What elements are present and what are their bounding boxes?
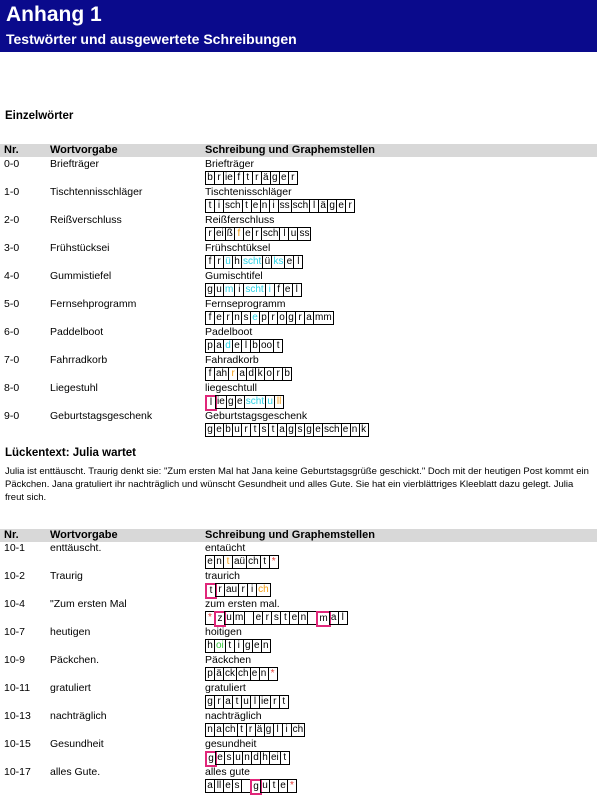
- grapheme-cell: e: [214, 311, 224, 325]
- word-entry: [0, 214, 597, 241]
- entry-target-word: nachträglich: [50, 710, 107, 722]
- column-header-wortvorgabe: Wortvorgabe: [50, 144, 118, 156]
- grapheme-cell: e: [223, 779, 233, 793]
- grapheme-cell: e: [214, 423, 224, 437]
- grapheme-cell: u: [241, 695, 251, 709]
- grapheme-cell: u: [288, 227, 298, 241]
- grapheme-cell: ch: [225, 724, 236, 735]
- table-header-2: [0, 529, 597, 542]
- word-entry: [0, 654, 597, 681]
- entry-target-word: Liegestuhl: [50, 382, 98, 394]
- grapheme-cell: n: [260, 199, 270, 213]
- grapheme-cell: n: [298, 611, 308, 625]
- grapheme-cell: ie: [261, 696, 269, 707]
- grapheme-cell: a: [304, 311, 314, 325]
- grapheme-cell: m: [225, 284, 234, 295]
- grapheme-cell: t: [269, 779, 279, 793]
- grapheme-cell: ah: [216, 368, 228, 379]
- grapheme-cell: ch: [238, 668, 249, 679]
- grapheme-cell: d: [223, 339, 233, 353]
- entry-spelling: Päckchen: [205, 654, 252, 666]
- entry-target-word: gratuliert: [50, 682, 91, 694]
- grapheme-boxes: [205, 255, 302, 269]
- grapheme-cell: i: [247, 583, 257, 597]
- grapheme-cell: g: [250, 779, 262, 795]
- grapheme-boxes: [205, 583, 270, 597]
- grapheme-cell: i: [234, 639, 244, 653]
- entry-target-word: Reißverschluss: [50, 214, 122, 226]
- grapheme-boxes: [205, 555, 278, 569]
- grapheme-cell: r: [238, 583, 248, 597]
- grapheme-cell: r: [214, 255, 224, 269]
- grapheme-cell: l: [273, 723, 283, 737]
- grapheme-boxes: [205, 695, 288, 709]
- page-title: Anhang 1: [6, 3, 102, 26]
- word-entry: [0, 270, 597, 297]
- entry-number: 10-13: [4, 710, 31, 722]
- word-entry: [0, 186, 597, 213]
- entry-number: 5-0: [4, 298, 20, 310]
- grapheme-cell: h: [260, 751, 270, 765]
- grapheme-boxes: [205, 611, 347, 625]
- grapheme-cell: ch: [292, 724, 304, 735]
- grapheme-cell: t: [223, 555, 233, 569]
- grapheme-cell: u: [265, 395, 275, 409]
- grapheme-cell: scht: [243, 256, 262, 267]
- grapheme-cell: m: [316, 611, 330, 627]
- grapheme-cell: ch: [258, 584, 269, 595]
- word-entry: [0, 682, 597, 709]
- grapheme-cell: g: [205, 751, 217, 767]
- grapheme-cell: ü: [223, 255, 233, 269]
- grapheme-cell: r: [252, 227, 262, 241]
- entry-number: 8-0: [4, 382, 20, 394]
- entry-number: 10-4: [4, 598, 26, 610]
- grapheme-cell: f: [234, 171, 244, 185]
- grapheme-cell: u: [232, 423, 242, 437]
- grapheme-cell: ä: [255, 723, 265, 737]
- grapheme-cell: u: [224, 611, 234, 625]
- grapheme-cell: t: [260, 555, 270, 569]
- grapheme-cell: b: [250, 339, 260, 353]
- grapheme-cell: e: [243, 227, 253, 241]
- grapheme-cell: k: [255, 367, 265, 381]
- grapheme-cell: g: [304, 423, 314, 437]
- entry-number: 3-0: [4, 242, 20, 254]
- grapheme-cell: r: [214, 171, 224, 185]
- grapheme-cell: ä: [261, 171, 271, 185]
- grapheme-cell: g: [205, 423, 215, 437]
- grapheme-cell: h: [205, 639, 215, 653]
- grapheme-cell: ß: [226, 228, 233, 239]
- grapheme-cell: b: [223, 423, 233, 437]
- word-entry: [0, 354, 597, 381]
- grapheme-cell: e: [313, 423, 323, 437]
- grapheme-boxes: [205, 311, 333, 325]
- grapheme-cell: p: [205, 339, 215, 353]
- entry-number: 10-1: [4, 542, 26, 554]
- entry-number: 6-0: [4, 326, 20, 338]
- grapheme-cell: sch: [292, 200, 309, 211]
- grapheme-cell: s: [271, 611, 281, 625]
- entry-number: 1-0: [4, 186, 20, 198]
- entry-spelling: entaücht: [205, 542, 246, 554]
- grapheme-cell: p: [259, 311, 269, 325]
- grapheme-cell: t: [279, 695, 289, 709]
- grapheme-cell: a: [205, 779, 215, 793]
- grapheme-cell: g: [264, 723, 274, 737]
- grapheme-cell: g: [270, 171, 280, 185]
- grapheme-cell: t: [237, 723, 247, 737]
- grapheme-cell: e: [278, 779, 288, 793]
- entry-spelling: Padelboot: [205, 326, 253, 338]
- grapheme-cell: a: [329, 611, 339, 625]
- grapheme-cell: d: [246, 367, 256, 381]
- grapheme-boxes: [205, 639, 270, 653]
- grapheme-cell: sch: [225, 200, 241, 211]
- word-entry: [0, 738, 597, 765]
- entry-target-word: Fahrradkorb: [50, 354, 108, 366]
- grapheme-cell: o: [277, 311, 287, 325]
- grapheme-cell: b: [282, 367, 292, 381]
- grapheme-cell: n: [261, 639, 271, 653]
- grapheme-cell: o: [264, 367, 274, 381]
- grapheme-cell: f: [205, 311, 215, 325]
- word-entry: [0, 326, 597, 353]
- grapheme-cell: f: [205, 367, 215, 381]
- entry-spelling: alles gute: [205, 766, 250, 778]
- grapheme-cell: u: [233, 751, 243, 765]
- section-heading-einzelwoerter: Einzelwörter: [5, 110, 74, 122]
- grapheme-cell: t: [205, 583, 217, 599]
- entry-target-word: Gesundheit: [50, 738, 104, 750]
- grapheme-cell: t: [250, 423, 260, 437]
- grapheme-cell: ie: [225, 172, 233, 183]
- grapheme-cell: e: [251, 199, 261, 213]
- grapheme-cell: i: [265, 283, 275, 297]
- grapheme-boxes: [205, 751, 289, 765]
- grapheme-cell: a: [277, 423, 287, 437]
- grapheme-cell: e: [336, 199, 346, 213]
- grapheme-cell: s: [241, 311, 251, 325]
- entry-target-word: heutigen: [50, 626, 91, 638]
- grapheme-cell: e: [252, 639, 262, 653]
- title-banner: [0, 0, 597, 52]
- grapheme-cell: n: [214, 555, 224, 569]
- grapheme-cell: t: [225, 639, 235, 653]
- grapheme-cell: t: [280, 611, 290, 625]
- entry-number: 9-0: [4, 410, 20, 422]
- grapheme-cell: s: [259, 423, 269, 437]
- grapheme-cell: ei: [216, 228, 224, 239]
- grapheme-cell: *: [205, 611, 215, 625]
- column-header-wortvorgabe: Wortvorgabe: [50, 529, 118, 541]
- grapheme-boxes: [205, 423, 368, 437]
- entry-number: 2-0: [4, 214, 20, 226]
- grapheme-cell: t: [243, 171, 253, 185]
- column-header-nr: Nr.: [4, 529, 19, 541]
- grapheme-cell: scht: [245, 396, 265, 407]
- grapheme-cell: r: [345, 199, 355, 213]
- grapheme-cell: r: [246, 723, 256, 737]
- grapheme-cell: n: [242, 751, 252, 765]
- grapheme-cell: f: [234, 227, 244, 241]
- grapheme-cell: s: [232, 779, 242, 793]
- entry-target-word: Briefträger: [50, 158, 100, 170]
- grapheme-cell: e: [250, 667, 260, 681]
- entry-spelling: Fahradkorb: [205, 354, 259, 366]
- entry-spelling: Geburtstagsgeschenk: [205, 410, 308, 422]
- entry-spelling: gratuliert: [205, 682, 246, 694]
- grapheme-cell: i: [269, 199, 279, 213]
- entry-target-word: Gummistiefel: [50, 270, 112, 282]
- grapheme-cell: l: [241, 339, 251, 353]
- grapheme-cell: r: [228, 367, 238, 381]
- entry-spelling: gesundheit: [205, 738, 257, 750]
- grapheme-cell: i: [214, 199, 224, 213]
- grapheme-cell: t: [242, 199, 252, 213]
- grapheme-boxes: [205, 283, 301, 297]
- entry-number: 10-17: [4, 766, 31, 778]
- word-entry: [0, 598, 597, 625]
- grapheme-cell: l: [292, 283, 302, 297]
- grapheme-cell: e: [253, 611, 263, 625]
- grapheme-cell: k: [359, 423, 369, 437]
- entry-spelling: liegeschtull: [205, 382, 257, 394]
- grapheme-cell: b: [205, 171, 215, 185]
- grapheme-cell: g: [205, 695, 215, 709]
- word-entry: [0, 410, 597, 437]
- lueckentext-paragraph: Julia ist enttäuscht. Traurig denkt sie: "Zum ersten Mal hat Jana keine Geburtstagsgrüße geschickt." Doch mit der heutigen Post kommt ein Päckchen. Jana gratuliert ihr nachträglich und wünscht Gesundheit und alles Gute. Sie hat ein vierblättriges Kleeblatt dazu gelegt. Julia freut sich.: [5, 466, 589, 503]
- grapheme-cell: ck: [225, 668, 235, 679]
- grapheme-cell: t: [205, 199, 215, 213]
- grapheme-boxes: [205, 779, 296, 793]
- grapheme-boxes: [205, 171, 297, 185]
- word-entry: [0, 382, 597, 409]
- entry-number: 10-11: [4, 682, 31, 694]
- grapheme-cell: ei: [271, 752, 279, 763]
- entry-spelling: Briefträger: [205, 158, 255, 170]
- grapheme-cell: u: [260, 779, 270, 793]
- grapheme-cell: r: [205, 227, 215, 241]
- entry-number: 0-0: [4, 158, 20, 170]
- grapheme-cell: g: [226, 395, 236, 409]
- entry-target-word: Frühstücksei: [50, 242, 110, 254]
- grapheme-cell: sch: [262, 228, 279, 239]
- grapheme-boxes: [205, 339, 282, 353]
- word-entry: [0, 158, 597, 185]
- grapheme-cell: n: [205, 723, 215, 737]
- grapheme-cell: p: [205, 667, 215, 681]
- grapheme-boxes: [205, 367, 291, 381]
- entry-target-word: Geburtstagsgeschenk: [50, 410, 153, 422]
- grapheme-cell: e: [205, 555, 215, 569]
- entry-spelling: nachträglich: [205, 710, 262, 722]
- grapheme-cell: l: [279, 227, 289, 241]
- grapheme-cell: oo: [261, 340, 273, 351]
- entry-target-word: Traurig: [50, 570, 83, 582]
- grapheme-cell: au: [226, 584, 238, 595]
- grapheme-cell: a: [214, 339, 224, 353]
- entry-number: 7-0: [4, 354, 20, 366]
- grapheme-cell: g: [243, 639, 253, 653]
- grapheme-cell: e: [284, 255, 294, 269]
- grapheme-cell: r: [262, 611, 272, 625]
- grapheme-cell: r: [268, 311, 278, 325]
- entry-number: 10-15: [4, 738, 31, 750]
- grapheme-cell: *: [287, 779, 297, 793]
- grapheme-cell: n: [350, 423, 360, 437]
- grapheme-cell: l: [338, 611, 348, 625]
- grapheme-cell: f: [274, 283, 284, 297]
- grapheme-cell: s: [295, 423, 305, 437]
- word-entry: [0, 542, 597, 569]
- entry-spelling: zum ersten mal.: [205, 598, 280, 610]
- grapheme-cell: a: [223, 695, 233, 709]
- entry-target-word: alles Gute.: [50, 766, 101, 778]
- entry-spelling: Tischtenisschläger: [205, 186, 292, 198]
- word-entry: [0, 570, 597, 597]
- grapheme-cell: g: [205, 283, 215, 297]
- grapheme-cell: e: [235, 395, 245, 409]
- grapheme-cell: scht: [245, 284, 264, 295]
- word-entry: [0, 766, 597, 793]
- grapheme-cell: e: [289, 611, 299, 625]
- entry-target-word: Päckchen.: [50, 654, 100, 666]
- grapheme-boxes: [205, 667, 277, 681]
- grapheme-cell: n: [232, 311, 242, 325]
- entry-target-word: Fernsehprogramm: [50, 298, 137, 310]
- grapheme-cell: r: [241, 423, 251, 437]
- grapheme-cell: h: [232, 255, 242, 269]
- grapheme-cell: ks: [273, 256, 284, 267]
- grapheme-cell: mm: [315, 312, 332, 323]
- column-header-schreibung: Schreibung und Graphemstellen: [205, 529, 375, 541]
- entry-spelling: Frühschtüksel: [205, 242, 271, 254]
- grapheme-cell: i: [282, 723, 292, 737]
- grapheme-cell: r: [295, 311, 305, 325]
- grapheme-cell: i: [234, 283, 244, 297]
- grapheme-boxes: [205, 227, 310, 241]
- column-header-schreibung: Schreibung und Graphemstellen: [205, 144, 375, 156]
- grapheme-cell: s: [224, 751, 234, 765]
- entry-spelling: Fernseprogramm: [205, 298, 286, 310]
- word-entry: [0, 298, 597, 325]
- grapheme-cell: t: [280, 751, 290, 765]
- grapheme-cell: ll: [214, 779, 224, 793]
- column-header-nr: Nr.: [4, 144, 19, 156]
- grapheme-cell: t: [273, 339, 283, 353]
- grapheme-cell: r: [270, 695, 280, 709]
- grapheme-cell: ie: [217, 396, 225, 407]
- grapheme-cell: ss: [279, 200, 290, 211]
- grapheme-cell: t: [268, 423, 278, 437]
- grapheme-cell: ch: [248, 556, 259, 567]
- grapheme-cell: sch: [324, 424, 340, 435]
- grapheme-cell: e: [232, 339, 242, 353]
- grapheme-cell: *: [268, 667, 278, 681]
- grapheme-cell: l: [205, 395, 217, 411]
- word-entry: [0, 242, 597, 269]
- entry-target-word: enttäuscht.: [50, 542, 102, 554]
- grapheme-cell: r: [214, 695, 224, 709]
- grapheme-cell: r: [252, 171, 262, 185]
- page-subtitle: Testwörter und ausgewertete Schreibungen: [6, 31, 297, 47]
- grapheme-cell: e: [215, 751, 225, 765]
- entry-target-word: Paddelboot: [50, 326, 104, 338]
- word-entry: [0, 626, 597, 653]
- grapheme-cell: e: [279, 171, 289, 185]
- entry-spelling: Gumischtifel: [205, 270, 263, 282]
- grapheme-boxes: [205, 199, 354, 213]
- entry-number: 10-9: [4, 654, 26, 666]
- grapheme-boxes: [205, 723, 304, 737]
- entry-target-word: "Zum ersten Mal: [50, 598, 127, 610]
- grapheme-cell: g: [327, 199, 337, 213]
- grapheme-cell: l: [293, 255, 303, 269]
- grapheme-cell: oi: [216, 640, 224, 651]
- grapheme-cell: r: [215, 583, 225, 597]
- grapheme-cell: ll: [274, 395, 284, 409]
- entry-number: 4-0: [4, 270, 20, 282]
- grapheme-cell: l: [309, 199, 319, 213]
- entry-target-word: Tischtennisschläger: [50, 186, 143, 198]
- grapheme-cell: d: [251, 751, 261, 765]
- entry-number: 10-2: [4, 570, 26, 582]
- table-header-1: [0, 144, 597, 157]
- grapheme-cell: r: [288, 171, 298, 185]
- entry-spelling: Reißferschluss: [205, 214, 275, 226]
- grapheme-cell: a: [237, 367, 247, 381]
- grapheme-cell: n: [259, 667, 269, 681]
- grapheme-cell: z: [214, 611, 226, 627]
- grapheme-cell: a: [214, 723, 224, 737]
- grapheme-cell: e: [250, 311, 260, 325]
- grapheme-cell: t: [232, 695, 242, 709]
- grapheme-cell: ä: [318, 199, 328, 213]
- grapheme-cell: r: [273, 367, 283, 381]
- grapheme-cell: ä: [214, 667, 224, 681]
- entry-number: 10-7: [4, 626, 26, 638]
- grapheme-cell: m: [235, 612, 244, 623]
- entry-spelling: hoitigen: [205, 626, 242, 638]
- grapheme-cell: ss: [299, 228, 310, 239]
- grapheme-cell: e: [283, 283, 293, 297]
- grapheme-cell: aü: [234, 556, 246, 567]
- grapheme-cell: u: [214, 283, 224, 297]
- grapheme-cell: *: [269, 555, 279, 569]
- word-entry: [0, 710, 597, 737]
- grapheme-cell: ü: [262, 255, 272, 269]
- grapheme-boxes: [205, 395, 283, 409]
- grapheme-cell: r: [223, 311, 233, 325]
- grapheme-cell: g: [286, 423, 296, 437]
- grapheme-cell: g: [286, 311, 296, 325]
- entry-spelling: traurich: [205, 570, 241, 582]
- grapheme-cell: l: [250, 695, 260, 709]
- section-heading-lueckentext: Lückentext: Julia wartet: [5, 447, 137, 459]
- grapheme-cell: f: [205, 255, 215, 269]
- grapheme-cell: e: [341, 423, 351, 437]
